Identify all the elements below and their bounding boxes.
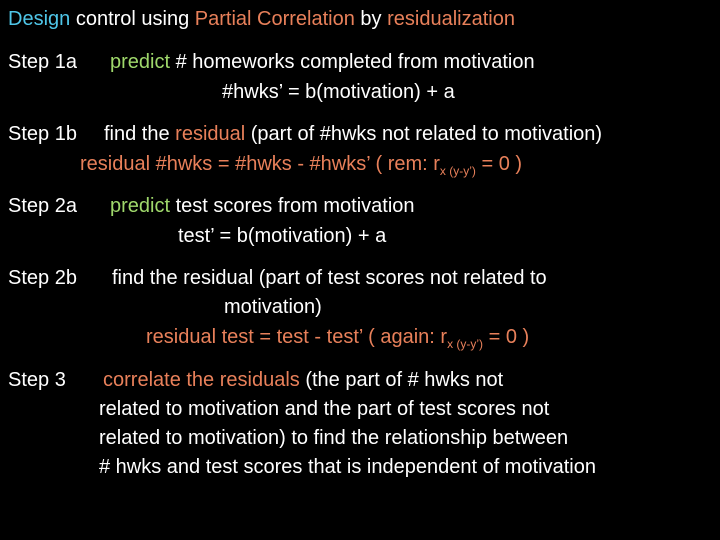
title-residualization: residualization [387,8,515,30]
step-2b-description-line2: motivation) [224,296,322,318]
step-2b-label: Step 2b [8,267,77,289]
step-1b-formula-subscript: x (y-y’) [439,164,476,178]
step-3-line [8,368,66,392]
step-3-description-line4: # hwks and test scores that is independent of motivation [99,456,596,478]
step-1b-formula-main: residual #hwks = #hwks - #hwks’ ( rem: r [80,153,440,175]
step-2b-formula-main: residual test = test - test’ ( again: r [146,326,448,348]
step-2a-line [8,194,77,218]
step-2b-description-line1: find the residual (part of test scores not related to [112,267,547,289]
step-3-line1-rest: (the part of # hwks not [299,369,504,391]
step-3-description-line3: related to motivation) to find the relationship between [99,427,569,449]
slide-title [8,7,515,31]
step-2b-formula-subscript: x (y-y’) [447,337,484,351]
title-by: by [354,8,388,30]
step-2b-formula-end: = 0 ) [483,326,530,348]
step-1a-predict: predict [110,51,171,73]
step-1b-line [8,122,77,146]
title-control-using: control using [70,8,195,30]
step-3-correlate-residuals: correlate the residuals [103,369,300,391]
step-1b-find-the: find the [104,123,176,145]
step-1b-residual: residual [175,123,246,145]
step-2a-predict: predict [110,195,171,217]
step-2a-formula: test’ = b(motivation) + a [178,225,387,247]
step-2b-formula [146,325,529,356]
step-1b-text: (part of #hwks not related to motivation) [245,123,603,145]
step-1a-formula: #hwks’ = b(motivation) + a [222,81,455,103]
step-2b-line [8,266,77,290]
title-design: Design [8,8,71,30]
step-1b-description [104,122,602,146]
step-1b-formula-end: = 0 ) [475,153,523,175]
step-1b-label: Step 1b [8,123,77,145]
step-1a-label: Step 1a [8,51,77,73]
step-1a-text: # homeworks completed from motivation [170,51,535,73]
step-2a-label: Step 2a [8,195,77,217]
step-1a-line [8,50,77,74]
step-2a-description [110,194,415,218]
step-1a-description [110,50,535,74]
step-3-description-line1 [103,368,503,392]
title-partial-correlation: Partial Correlation [194,8,355,30]
step-3-description-line2: related to motivation and the part of test scores not [99,398,550,420]
step-1b-formula [80,152,522,183]
step-3-label: Step 3 [8,369,66,391]
step-2a-text: test scores from motivation [170,195,415,217]
